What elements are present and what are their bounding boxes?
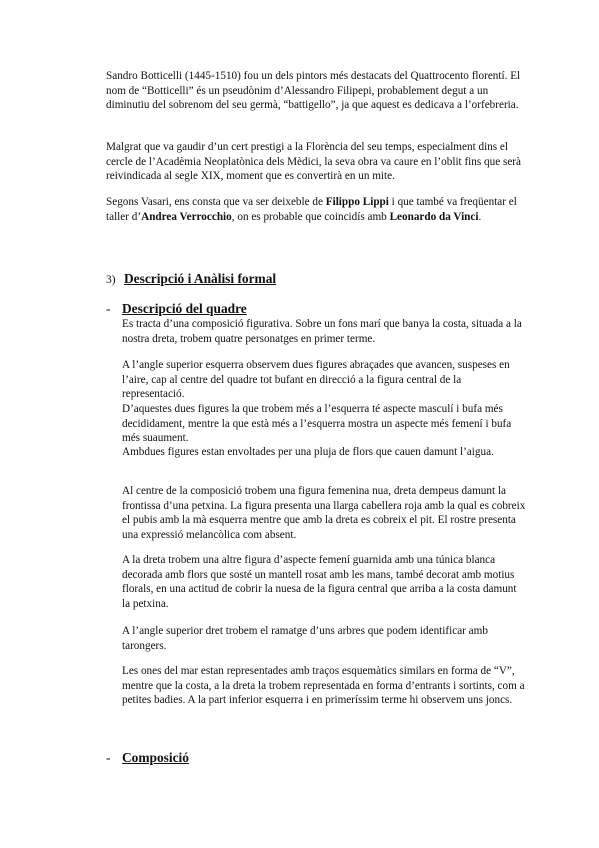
descripcio-paragraph-4: Ambdues figures estan envoltades per una pluja de flors que cauen damunt l’aigua. xyxy=(122,446,494,458)
bio-paragraph-2: Malgrat que va gaudir d’un cert prestigi a la Florència del seu temps, especialment dins el cercle de l’Acadèmia Neoplatònica dels Mèdici, la seva obra va caure en l’oblit fins que serà reivindicada al segle XIX, moment que es convertirà en un mite. xyxy=(106,141,521,183)
composicio-dash: - xyxy=(106,750,111,765)
bio-paragraph-3 xyxy=(106,195,526,224)
descripcio-dash: - xyxy=(106,301,111,316)
descripcio-paragraph-1: Es tracta d’una composició figurativa. Sobre un fons marí que banya la costa, situada a la nostra dreta, trobem quatre personatges en primer terme. xyxy=(122,318,522,345)
descripcio-paragraph-7: A l’angle superior dret trobem el ramatge d’uns arbres que podem identificar amb tarongers. xyxy=(122,625,488,652)
bio-p3-text-c: i que també va freqüentar el taller d’ xyxy=(106,196,517,223)
bio-p3-text-g: . xyxy=(478,210,482,223)
descripcio-paragraph-8: Les ones del mar estan representades amb traços esquemàtics similars en forma de “V”, mentre que la costa, a la dreta la trobem representada en forma d’entrants i sortints, com a petites badies. A la part inferior esquerra i en primeríssim terme hi observem uns joncs. xyxy=(122,665,525,707)
descripcio-paragraph-3: D’aquestes dues figures la que trobem més a l’esquerra té aspecte masculí i bufa més decididament, mentre la que està més a l’esquerra mostra un aspecte més femení i bufa més suaument. xyxy=(122,403,512,445)
bio-p3-text-a: Segons Vasari, ens consta que va ser deixeble de xyxy=(106,196,326,208)
descripcio-paragraph-6: A la dreta trobem una altre figura d’aspecte femení guarnida amb una túnica blanca decorada amb flors que sosté un mantell rosat amb les mans, també decorat amb motius florals, en una actitud de cobrir la nuesa de la figura central que arriba a la costa damunt la petxina. xyxy=(122,554,517,610)
bio-p3-verrocchio: Andrea Verrocchio xyxy=(141,210,232,223)
descripcio-title: Descripció del quadre xyxy=(122,301,247,316)
section-3-number: 3) xyxy=(106,274,116,286)
descripcio-heading xyxy=(106,301,247,317)
bio-paragraph-1: Sandro Botticelli (1445-1510) fou un dels pintors més destacats del Quattrocento florentí. El nom de “Botticelli” és un pseudònim d’Alessandro Filipepi, probablement degut a un diminutiu del sobrenom del seu germà, “battigello”, ja que aquest es dedicava a l’orfebreria. xyxy=(106,70,521,112)
section-3-title: Descripció i Anàlisi formal xyxy=(124,271,277,286)
bio-p3-leonardo: Leonardo da Vinci xyxy=(389,210,479,223)
bio-p3-lippi: Filippo Lippi xyxy=(325,196,389,208)
descripcio-paragraph-5: Al centre de la composició trobem una figura femenina nua, dreta dempeus damunt la frontissa d’una petxina. La figura presenta una llarga cabellera roja amb la qual es cobreix el pubis amb la mà esquerra mentre que amb la dreta es cobreix el pit. El rostre presenta una expressió melancòlica com absent. xyxy=(122,485,526,541)
descripcio-paragraph-2: A l’angle superior esquerra observem dues figures abraçades que avancen, suspeses en l’aire, cap al centre del quadre tot bufant en direcció a la figura central de la representació. xyxy=(122,359,510,401)
bio-p3-text-e: , on es probable que coincidís amb xyxy=(231,210,390,223)
composicio-title: Composició xyxy=(122,750,189,765)
section-3-heading xyxy=(106,271,276,288)
composicio-heading xyxy=(106,750,189,766)
